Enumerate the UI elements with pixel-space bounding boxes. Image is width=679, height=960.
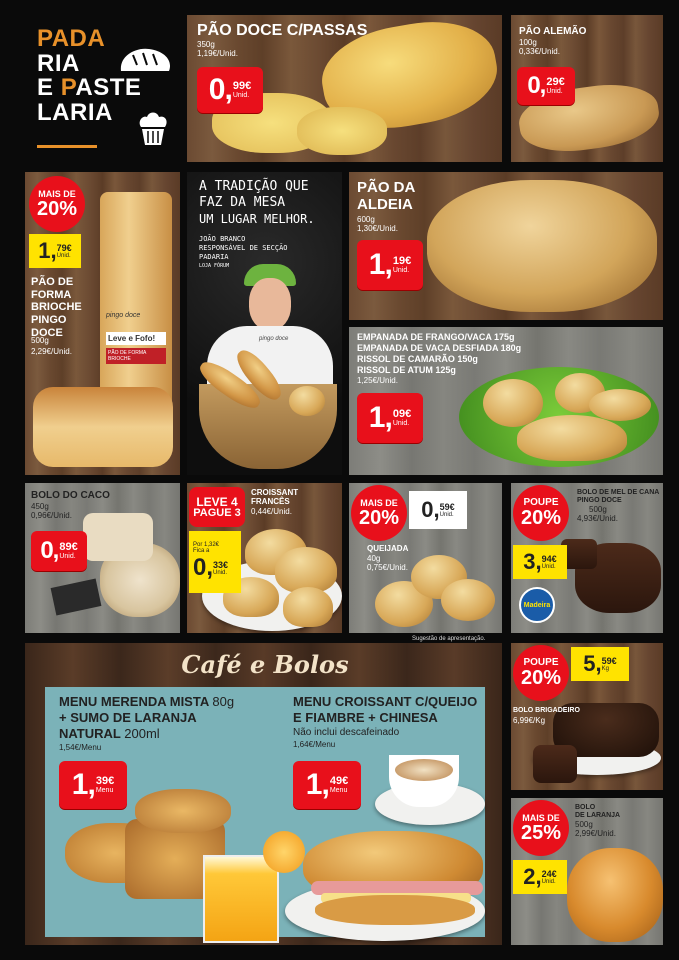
product-image xyxy=(441,579,495,621)
madeira-seal: Madeira xyxy=(519,587,555,623)
price-tag: 0, 29€ Unid. xyxy=(517,67,575,105)
apron-text: pingo doce xyxy=(259,336,289,342)
menu-title: + SUMO DE LARANJA xyxy=(59,710,197,725)
menu-title: E FIAMBRE + CHINESA xyxy=(293,710,438,725)
product-empanadas xyxy=(349,327,663,475)
price-tag: 0, 89€ Unid. xyxy=(31,531,87,571)
product-image-slice xyxy=(297,107,387,155)
unit-price: 0,44€/Unid. xyxy=(251,507,292,516)
price-tag: 1, 39€ Menu xyxy=(59,761,127,809)
price-tag: 1, 49€ Menu xyxy=(293,761,361,809)
coffee-cup-image xyxy=(389,755,459,807)
product-pao-aldeia xyxy=(349,172,663,320)
discount-badge: MAIS DE 20% xyxy=(351,485,407,541)
product-image xyxy=(567,848,663,942)
product-brioche xyxy=(25,172,180,475)
face xyxy=(249,278,291,330)
product-name: BOLO BRIGADEIRO xyxy=(513,707,580,714)
product-line: RISSOL DE CAMARÃO 150g xyxy=(357,354,478,364)
person-role: PADARIA xyxy=(199,253,229,261)
product-pao-alemao xyxy=(511,15,663,162)
product-queijada xyxy=(349,483,502,633)
person-image xyxy=(199,264,339,474)
unit-price: 6,99€/Kg xyxy=(513,716,546,725)
product-name: PÃO DA xyxy=(357,179,416,196)
product-bolo-caco xyxy=(25,483,180,633)
store-name: LOJA FÓRUM xyxy=(199,263,230,269)
product-image-slice xyxy=(533,745,577,783)
product-weight: 100g xyxy=(519,38,537,47)
menu-title: MENU MERENDA MISTA 80g xyxy=(59,694,235,709)
price-tag: 1, 19€ Unid. xyxy=(357,240,423,290)
juice-glass-image xyxy=(203,855,279,943)
price-tag: 2, 24€ Unid. xyxy=(513,860,567,894)
header-underline xyxy=(37,145,97,148)
product-name: PINGO DOCE xyxy=(577,497,622,504)
product-image xyxy=(517,415,627,461)
product-name: PÃO DE FORMA BRIOCHE PINGO DOCE xyxy=(31,276,82,339)
menu-title: MENU CROISSANT C/QUEIJO xyxy=(293,694,478,709)
product-bolo-laranja xyxy=(511,798,663,945)
unit-price: 2,29€/Unid. xyxy=(31,347,72,356)
price-tag: 0, 59€ Unid. xyxy=(409,491,467,529)
product-image xyxy=(483,379,543,427)
product-name: ALDEIA xyxy=(357,196,413,213)
product-name: BOLO xyxy=(575,804,596,811)
product-name: QUEIJADA xyxy=(367,544,409,553)
product-pao-doce xyxy=(187,15,502,162)
section-header xyxy=(25,15,180,160)
price-tag: 5, 59€ Kg xyxy=(571,647,629,681)
slate-board xyxy=(51,579,102,616)
product-name: PÃO DOCE C/PASSAS xyxy=(197,22,368,39)
product-name: BOLO DE MEL DE CANA xyxy=(577,489,660,496)
product-weight: 450g xyxy=(31,502,49,511)
person-role: RESPONSÁVEL DE SECÇÃO xyxy=(199,244,288,252)
discount-badge: MAIS DE 20% xyxy=(29,176,85,232)
product-weight: 350g xyxy=(197,40,215,49)
unit-price: 0,96€/Unid. xyxy=(31,511,72,520)
product-weight: 500g xyxy=(31,336,49,345)
product-bolo-brigadeiro xyxy=(511,643,663,790)
orange-slice xyxy=(263,831,305,873)
product-bolo-mel xyxy=(511,483,663,633)
discount-badge: MAIS DE 25% xyxy=(513,800,569,856)
presentation-note: Sugestão de apresentação. xyxy=(412,636,486,642)
product-line: RISSOL DE ATUM 125g xyxy=(357,365,456,375)
price-tag: 1, 79€ Unid. xyxy=(29,234,81,268)
section-title: Café e Bolos xyxy=(181,650,349,679)
product-name: FRANCÊS xyxy=(251,497,290,506)
menu-note: Não inclui descafeinado xyxy=(293,727,400,738)
price-tag: 0, 99€ Unid. xyxy=(197,67,263,113)
menu-title: NATURAL 200ml xyxy=(59,726,160,741)
price-tag: 1, 09€ Unid. xyxy=(357,393,423,443)
product-bag-image: pingo doce Leve e Fofo! PÃO DE FORMA BRIOCHE xyxy=(100,192,172,412)
product-image xyxy=(83,513,153,561)
unit-price: 1,19€/Unid. xyxy=(197,49,238,58)
unit-price: 4,93€/Unid. xyxy=(577,514,618,523)
tradicao-feature xyxy=(187,172,342,475)
bread-icon xyxy=(117,45,173,75)
unit-price: 1,64€/Menu xyxy=(293,740,336,749)
discount-badge: POUPE 20% xyxy=(513,645,569,701)
product-line: EMPANADA DE FRANGO/VACA 175g xyxy=(357,332,515,342)
product-weight: 40g xyxy=(367,554,381,563)
unit-price: 1,25€/Unid. xyxy=(357,376,398,385)
product-image xyxy=(427,180,657,312)
product-name: DE LARANJA xyxy=(575,812,621,819)
unit-price: 2,99€/Unid. xyxy=(575,829,616,838)
price-tag: Por 1,32€ Fica a 0, 33€ Unid. xyxy=(189,531,241,593)
croissant-bottom xyxy=(315,895,475,925)
quote-line: UM LUGAR MELHOR. xyxy=(199,212,315,226)
unit-price: 0,33€/Unid. xyxy=(519,47,560,56)
unit-price: 1,30€/Unid. xyxy=(357,224,398,233)
product-name: BOLO DO CACO xyxy=(31,490,110,501)
product-weight: 500g xyxy=(575,820,593,829)
price-tag: 3, 94€ Unid. xyxy=(513,545,567,579)
unit-price: 1,54€/Menu xyxy=(59,743,102,752)
section-title: PADA RIA E PASTE LARIA xyxy=(37,25,142,127)
person-name: JOÃO BRANCO xyxy=(199,235,246,243)
product-image xyxy=(589,389,651,421)
product-weight: 500g xyxy=(589,505,607,514)
cupcake-icon xyxy=(137,111,169,147)
unit-price: 0,75€/Unid. xyxy=(367,563,408,572)
quote-line: FAZ DA MESA xyxy=(199,195,286,210)
quote-line: A TRADIÇÃO QUE xyxy=(199,179,309,194)
discount-badge: POUPE 20% xyxy=(513,485,569,541)
product-name: PÃO ALEMÃO xyxy=(519,26,587,37)
product-name: CROISSANT xyxy=(251,488,299,497)
product-weight: 600g xyxy=(357,215,375,224)
product-image xyxy=(283,587,333,627)
product-image xyxy=(33,387,173,467)
section-cafe-bolos xyxy=(25,643,502,945)
pastry-image xyxy=(135,789,231,833)
promo-badge: LEVE 4 PAGUE 3 xyxy=(189,487,245,527)
product-croissant xyxy=(187,483,342,633)
product-line: EMPANADA DE VACA DESFIADA 180g xyxy=(357,343,522,353)
bread-roll xyxy=(289,386,325,416)
